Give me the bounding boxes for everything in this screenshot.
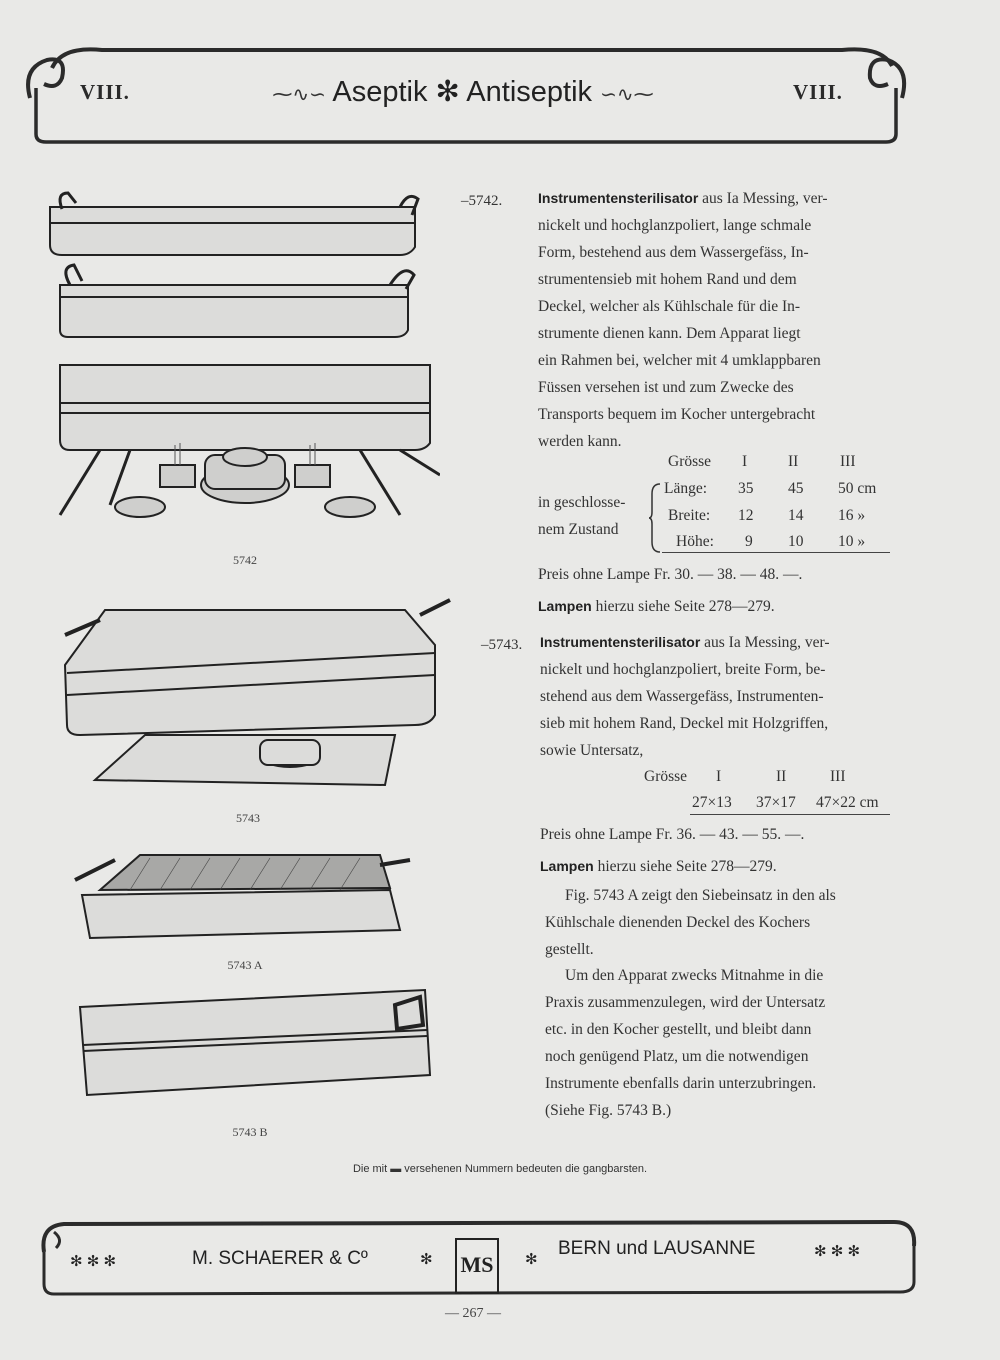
para1-line-1: Kühlschale dienenden Deckel des Kochers [545, 914, 811, 931]
size-group-label-2: nem Zustand [538, 521, 619, 538]
item-title-5743: Instrumentensterilisator [540, 634, 701, 650]
size-col-i-5743: I [716, 768, 722, 785]
desc-line-5742-6: ein Rahmen bei, welcher mit 4 umklappbaren [538, 352, 821, 369]
footer-city: BERN und LAUSANNE [558, 1238, 756, 1259]
size-row-label-laenge: Länge: [664, 480, 708, 497]
desc-line-5742-2: Form, bestehend aus dem Wassergefäss, In- [538, 244, 809, 261]
desc-line-5743-0: aus Ia Messing, ver- [704, 634, 830, 651]
section-number-left: VIII. [80, 80, 130, 104]
size-col-ii-5742: II [788, 453, 799, 470]
para2-line-0: Um den Apparat zwecks Mitnahme in die [565, 967, 824, 984]
size-cell-laenge-ii: 45 [788, 480, 804, 497]
desc-line-5743-3: sieb mit hohem Rand, Deckel mit Holzgriffen, [540, 715, 829, 732]
desc-line-5742-5: strumente dienen kann. Dem Apparat liegt [538, 325, 801, 342]
size-cell-5743-iii: 47×22 cm [816, 794, 879, 811]
footnote-legend: Die mit ▬ versehenen Nummern bedeuten die gangbarsten. [352, 1163, 648, 1175]
para2-line-3: noch genügend Platz, um die notwendigen [545, 1048, 809, 1065]
footer-star-after-logo: ✻ [525, 1251, 538, 1268]
desc-line-5742-9: werden kann. [538, 433, 622, 450]
figure-caption-5742: 5742 [233, 553, 257, 567]
para2-line-2: etc. in den Kocher gestellt, und bleibt dann [545, 1021, 812, 1038]
size-col-ii-5743: II [776, 768, 787, 785]
item-title-5742: Instrumentensterilisator [538, 190, 699, 206]
lamps-label-5743: Lampen [540, 858, 594, 874]
desc-line-5742-1: nickelt und hochglanzpoliert, lange schmale [538, 217, 812, 234]
size-cell-hoehe-i: 9 [745, 533, 753, 550]
figure-caption-5743b: 5743 B [232, 1125, 268, 1139]
title-ornament-left-icon: ⁓∿∽ [272, 82, 326, 106]
size-cell-hoehe-ii: 10 [788, 533, 804, 550]
para1-line-0: Fig. 5743 A zeigt den Siebeinsatz in den als [565, 887, 836, 904]
desc-line-5743-4: sowie Untersatz, [540, 742, 644, 759]
size-col-iii-5742: III [840, 453, 856, 470]
page-title: Aseptik ✻ Antiseptik [332, 76, 593, 108]
size-cell-hoehe-iii: 10 » [838, 533, 866, 550]
size-col-iii-5743: III [830, 768, 846, 785]
figure-caption-5743: 5743 [236, 811, 260, 825]
footer-star-middle: ✻ [420, 1251, 433, 1268]
item-number-5743: –5743. [481, 637, 523, 653]
figure-5743-sterilizer-illustration [55, 595, 455, 795]
size-row-label-hoehe: Höhe: [676, 533, 714, 550]
desc-line-5743-2: stehend aus dem Wassergefäss, Instrumenten- [540, 688, 824, 705]
size-table-rule-5743 [690, 814, 890, 815]
desc-line-5742-4: Deckel, welcher als Kühlschale für die In- [538, 298, 801, 315]
para1-line-2: gestellt. [545, 941, 594, 958]
para2-line-5: (Siehe Fig. 5743 B.) [545, 1102, 672, 1119]
item-number-5742: –5742. [461, 193, 503, 209]
para2-line-1: Praxis zusammenzulegen, wird der Untersatz [545, 994, 826, 1011]
desc-line-5742-3: strumentensieb mit hohem Rand und dem [538, 271, 797, 288]
size-cell-breite-i: 12 [738, 507, 754, 524]
size-col-i-5742: I [742, 453, 748, 470]
figure-caption-5743a: 5743 A [227, 958, 263, 972]
desc-line-5743-1: nickelt und hochglanzpoliert, breite Form, be- [540, 661, 826, 678]
price-5743: Preis ohne Lampe Fr. 36. — 43. — 55. —. [540, 826, 805, 843]
figure-5743b-closed-case-illustration [75, 985, 445, 1100]
figure-5742-sterilizer-illustration [40, 185, 440, 530]
size-header-label-5743: Grösse [644, 768, 688, 785]
figure-5743a-sieve-in-lid-illustration [70, 850, 415, 945]
size-cell-breite-ii: 14 [788, 507, 804, 524]
size-table-brace-icon [648, 482, 662, 554]
price-5742: Preis ohne Lampe Fr. 30. — 38. — 48. —. [538, 566, 803, 583]
size-header-label-5742: Grösse [668, 453, 712, 470]
size-group-label-1: in geschlosse- [538, 494, 626, 511]
section-number-right: VIII. [793, 80, 843, 104]
footer-stars-left: ✻ ✻ ✻ [70, 1253, 117, 1270]
size-cell-5743-ii: 37×17 [756, 794, 796, 811]
lamps-label-5742: Lampen [538, 598, 592, 614]
size-cell-5743-i: 27×13 [692, 794, 732, 811]
para2-line-4: Instrumente ebenfalls darin unterzubringen. [545, 1075, 817, 1092]
lamps-ref-5743: hierzu siehe Seite 278—279. [597, 858, 777, 875]
footer-monogram-logo: MS [455, 1238, 499, 1294]
desc-line-5742-7: Füssen versehen ist und zum Zwecke des [538, 379, 794, 396]
page-number: — 267 — [445, 1306, 501, 1321]
size-cell-laenge-i: 35 [738, 480, 754, 497]
desc-line-5742-0: aus Ia Messing, ver- [702, 190, 828, 207]
desc-line-5742-8: Transports bequem im Kocher untergebracht [538, 406, 816, 423]
size-table-rule-5742 [662, 552, 890, 553]
footer-stars-right: ✻ ✻ ✻ [814, 1243, 861, 1260]
size-row-label-breite: Breite: [668, 507, 711, 524]
lamps-ref-5742: hierzu siehe Seite 278—279. [595, 598, 775, 615]
size-cell-breite-iii: 16 » [838, 507, 866, 524]
size-cell-laenge-iii: 50 cm [838, 480, 877, 497]
title-ornament-right-icon: ∽∿⁓ [600, 82, 654, 106]
footer-company-name: M. SCHAERER & Cº [192, 1248, 368, 1269]
